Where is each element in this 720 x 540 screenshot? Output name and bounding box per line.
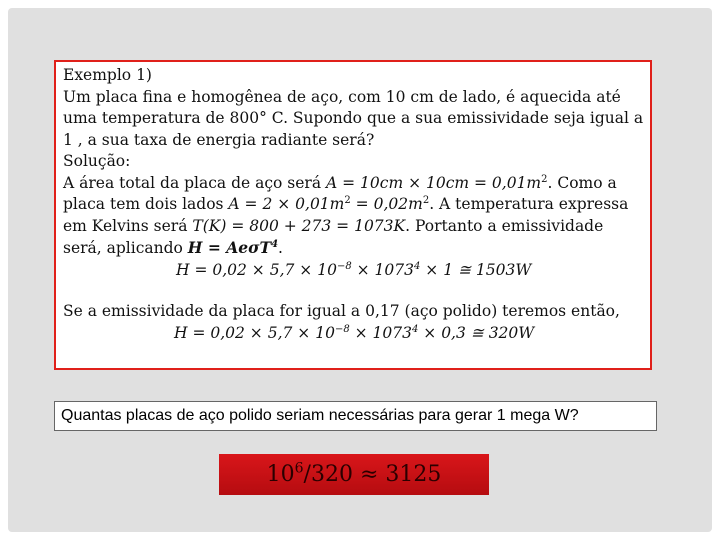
example-title: Exemplo 1) [63,66,152,84]
kelvin-line: em Kelvins será T(K) = 800 + 273 = 1073K. Portanto a emissividade [63,216,604,235]
statement-line-2: uma temperatura de 800° C. Supondo que a sua emissividade seja igual a [63,109,644,127]
spacer [63,281,642,301]
result-equation-1: $H = 0,02 \times 5,7 \times 10^{-8} \times 1073^4 \times 1$ ≅ 1503W [176,260,532,279]
statement-line-1: Um placa fina e homogênea de aço, com 10 cm de lado, é aquecida até [63,87,621,106]
statement-line-3: 1 , a sua taxa de energia radiante será? [63,130,375,149]
example-content-box [54,60,652,370]
polished-steel-text: Se a emissividade da placa for igual a 0,17 (aço polido) teremos então, [63,302,620,320]
solution-label: Solução: [63,152,131,170]
kelvin-formula: T(K) = 800 + 273 = 1073K [192,216,406,235]
apply-line: será, aplicando H = AeσT$^4$. [63,238,283,257]
answer-formula-box: $10^6/320 \approx 3125$ [219,454,489,495]
area-line: A área total da placa de aço será $A = 10cm \times 10cm = 0,01m^2$. Como a [63,173,617,192]
result-equation-2: $H = 0,02 \times 5,7 \times 10^{-8} \times 1073^4 \times 0,3$ ≅ 320W [174,323,535,342]
sides-line: placa tem dois lados $A = 2 \times 0,01m^2 = 0,02m^2$. A temperatura expressa [63,194,629,213]
area-formula: A = 10cm × 10cm = 0,01m [326,173,542,192]
question-text-box: Quantas placas de aço polido seriam necessárias para gerar 1 mega W? [54,401,657,431]
sides-formula: A = 2 × 0,01m [228,195,345,213]
stefan-boltzmann-formula: H = AeσT [187,238,272,257]
